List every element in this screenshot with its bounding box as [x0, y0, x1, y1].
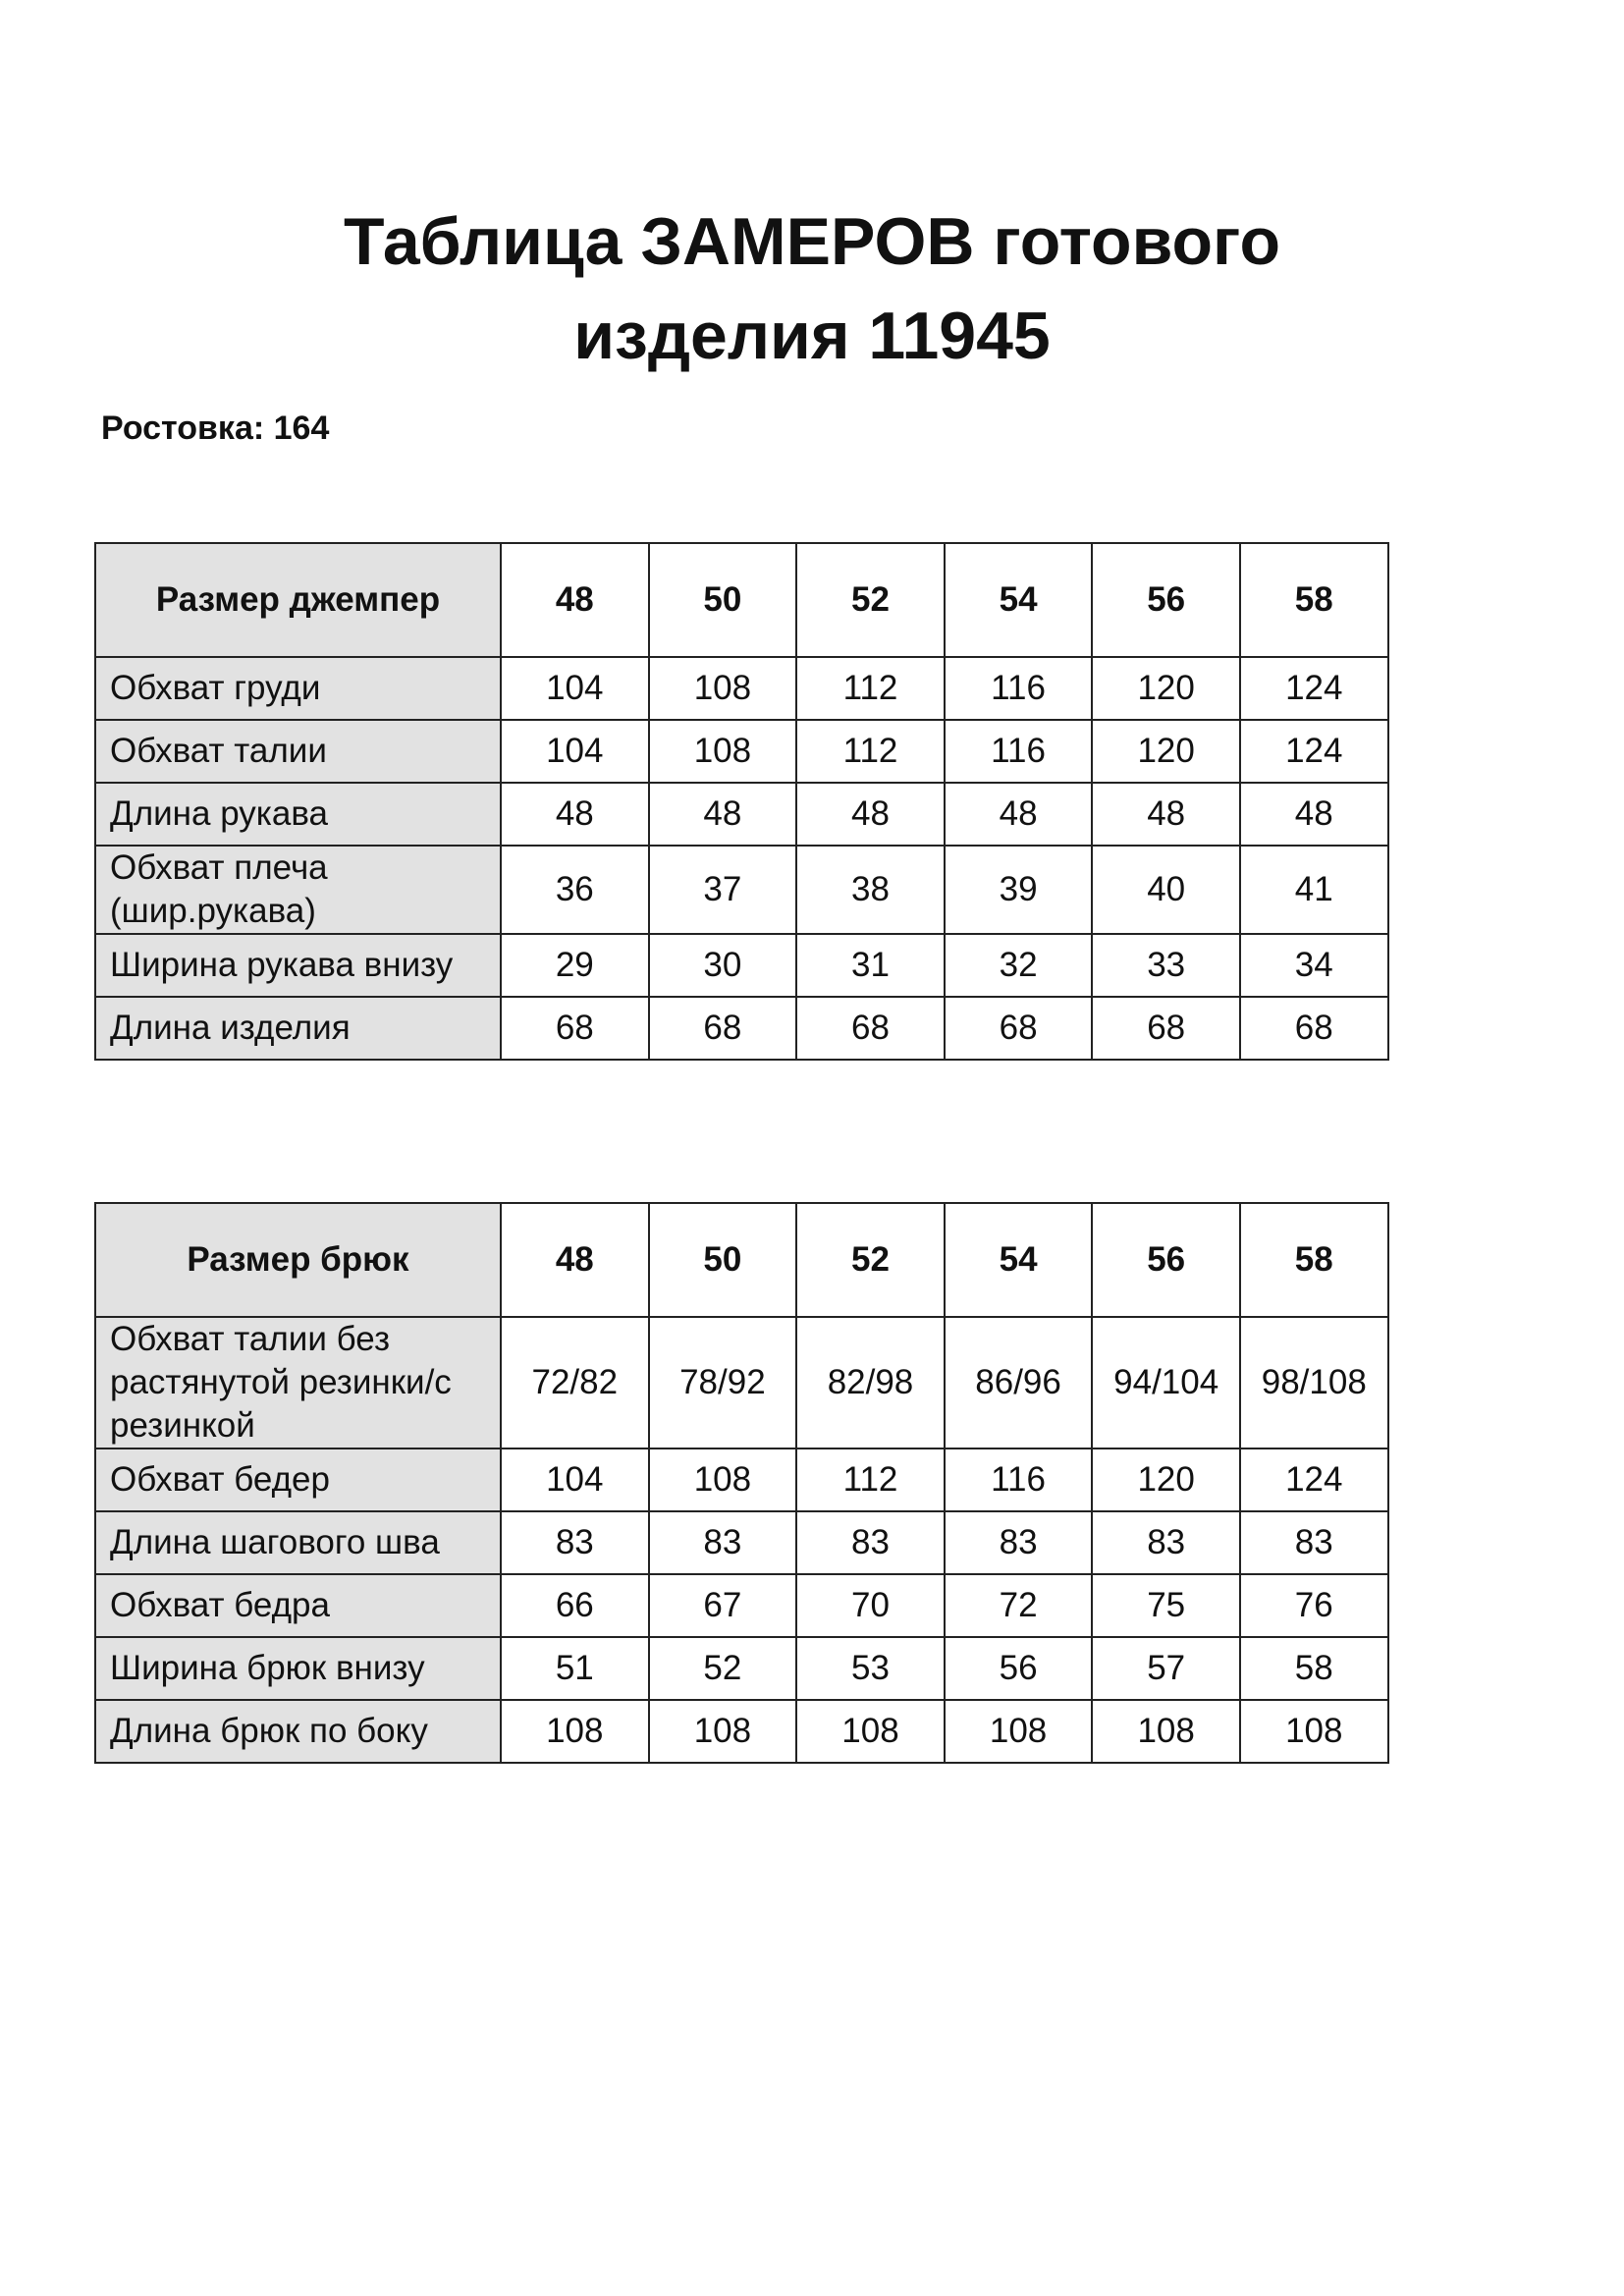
measurement-cell: 112	[796, 1449, 945, 1511]
measurement-cell: 38	[796, 846, 945, 934]
table-row	[95, 1700, 1388, 1763]
row-label: Обхват талии без растянутой резинки/с резинкой	[95, 1317, 501, 1449]
measurement-cell: 29	[501, 934, 649, 997]
measurement-cell: 108	[649, 657, 797, 720]
measurement-cell: 39	[945, 846, 1093, 934]
measurement-cell: 108	[649, 1449, 797, 1511]
page-title-line-2: изделия 11945	[573, 299, 1051, 373]
measurement-cell: 108	[501, 1700, 649, 1763]
measurement-cell: 83	[649, 1511, 797, 1574]
measurement-cell: 83	[501, 1511, 649, 1574]
measurement-cell: 53	[796, 1637, 945, 1700]
measurement-cell: 72/82	[501, 1317, 649, 1449]
pants-size-table	[94, 1202, 1389, 1764]
measurement-cell: 86/96	[945, 1317, 1093, 1449]
table-row	[95, 1317, 1388, 1449]
measurement-cell: 124	[1240, 657, 1388, 720]
measurement-cell: 34	[1240, 934, 1388, 997]
measurement-cell: 124	[1240, 1449, 1388, 1511]
measurement-cell: 68	[1092, 997, 1240, 1060]
measurement-cell: 31	[796, 934, 945, 997]
measurement-cell: 48	[1240, 783, 1388, 846]
measurement-cell: 41	[1240, 846, 1388, 934]
table-header-row	[95, 1203, 1388, 1317]
measurement-cell: 67	[649, 1574, 797, 1637]
measurement-cell: 94/104	[1092, 1317, 1240, 1449]
size-header: 48	[501, 1203, 649, 1317]
measurement-cell: 68	[945, 997, 1093, 1060]
measurement-cell: 116	[945, 1449, 1093, 1511]
size-header: 48	[501, 543, 649, 657]
measurement-cell: 68	[796, 997, 945, 1060]
row-label: Ширина брюк внизу	[95, 1637, 501, 1700]
table-row	[95, 846, 1388, 934]
row-label: Обхват бедра	[95, 1574, 501, 1637]
measurement-cell: 108	[1092, 1700, 1240, 1763]
page-title	[0, 194, 1624, 383]
row-label: Обхват бедер	[95, 1449, 501, 1511]
measurement-cell: 108	[649, 1700, 797, 1763]
measurement-cell: 83	[796, 1511, 945, 1574]
row-label: Длина изделия	[95, 997, 501, 1060]
measurement-cell: 82/98	[796, 1317, 945, 1449]
measurement-cell: 56	[945, 1637, 1093, 1700]
measurement-cell: 116	[945, 657, 1093, 720]
page-title-line-1: Таблица ЗАМЕРОВ готового	[344, 204, 1280, 279]
measurement-cell: 68	[1240, 997, 1388, 1060]
measurement-cell: 68	[501, 997, 649, 1060]
row-label: Ширина рукава внизу	[95, 934, 501, 997]
measurement-cell: 120	[1092, 1449, 1240, 1511]
measurement-cell: 108	[649, 720, 797, 783]
measurement-cell: 120	[1092, 657, 1240, 720]
measurement-cell: 108	[796, 1700, 945, 1763]
size-header: 56	[1092, 543, 1240, 657]
table-row	[95, 1574, 1388, 1637]
measurement-cell: 48	[501, 783, 649, 846]
measurement-cell: 48	[649, 783, 797, 846]
measurement-cell: 112	[796, 720, 945, 783]
measurement-cell: 52	[649, 1637, 797, 1700]
measurement-cell: 104	[501, 720, 649, 783]
measurement-cell: 76	[1240, 1574, 1388, 1637]
measurement-cell: 83	[945, 1511, 1093, 1574]
measurement-cell: 83	[1240, 1511, 1388, 1574]
size-header: 54	[945, 543, 1093, 657]
measurement-cell: 124	[1240, 720, 1388, 783]
measurement-cell: 30	[649, 934, 797, 997]
size-header: 52	[796, 543, 945, 657]
table-row	[95, 934, 1388, 997]
measurement-cell: 58	[1240, 1637, 1388, 1700]
table-row	[95, 657, 1388, 720]
row-label: Длина рукава	[95, 783, 501, 846]
row-label: Длина брюк по боку	[95, 1700, 501, 1763]
row-label: Обхват талии	[95, 720, 501, 783]
table-row	[95, 1449, 1388, 1511]
measurement-cell: 40	[1092, 846, 1240, 934]
size-header: 58	[1240, 1203, 1388, 1317]
measurement-cell: 120	[1092, 720, 1240, 783]
measurement-cell: 36	[501, 846, 649, 934]
measurement-cell: 48	[1092, 783, 1240, 846]
measurement-cell: 48	[796, 783, 945, 846]
table-row	[95, 783, 1388, 846]
size-header: 52	[796, 1203, 945, 1317]
measurement-cell: 51	[501, 1637, 649, 1700]
measurement-cell: 83	[1092, 1511, 1240, 1574]
table-row	[95, 1511, 1388, 1574]
row-label: Обхват плеча (шир.рукава)	[95, 846, 501, 934]
size-header: 56	[1092, 1203, 1240, 1317]
measurement-cell: 37	[649, 846, 797, 934]
table-row	[95, 997, 1388, 1060]
measurement-cell: 108	[945, 1700, 1093, 1763]
measurement-cell: 70	[796, 1574, 945, 1637]
jumper-size-table	[94, 542, 1389, 1061]
size-header: 54	[945, 1203, 1093, 1317]
measurement-cell: 104	[501, 1449, 649, 1511]
measurement-cell: 57	[1092, 1637, 1240, 1700]
measurement-cell: 116	[945, 720, 1093, 783]
measurement-cell: 72	[945, 1574, 1093, 1637]
table-row	[95, 720, 1388, 783]
row-label: Длина шагового шва	[95, 1511, 501, 1574]
measurement-cell: 48	[945, 783, 1093, 846]
row-label: Обхват груди	[95, 657, 501, 720]
measurement-cell: 32	[945, 934, 1093, 997]
measurement-cell: 66	[501, 1574, 649, 1637]
jumper-header-label: Размер джемпер	[95, 543, 501, 657]
measurement-cell: 68	[649, 997, 797, 1060]
measurement-cell: 108	[1240, 1700, 1388, 1763]
measurement-cell: 75	[1092, 1574, 1240, 1637]
measurement-cell: 98/108	[1240, 1317, 1388, 1449]
table-row	[95, 1637, 1388, 1700]
size-header: 50	[649, 543, 797, 657]
size-header: 58	[1240, 543, 1388, 657]
pants-header-label: Размер брюк	[95, 1203, 501, 1317]
growth-label: Ростовка: 164	[101, 410, 330, 447]
table-header-row	[95, 543, 1388, 657]
measurement-cell: 78/92	[649, 1317, 797, 1449]
size-header: 50	[649, 1203, 797, 1317]
measurement-cell: 33	[1092, 934, 1240, 997]
measurement-cell: 112	[796, 657, 945, 720]
measurement-cell: 104	[501, 657, 649, 720]
